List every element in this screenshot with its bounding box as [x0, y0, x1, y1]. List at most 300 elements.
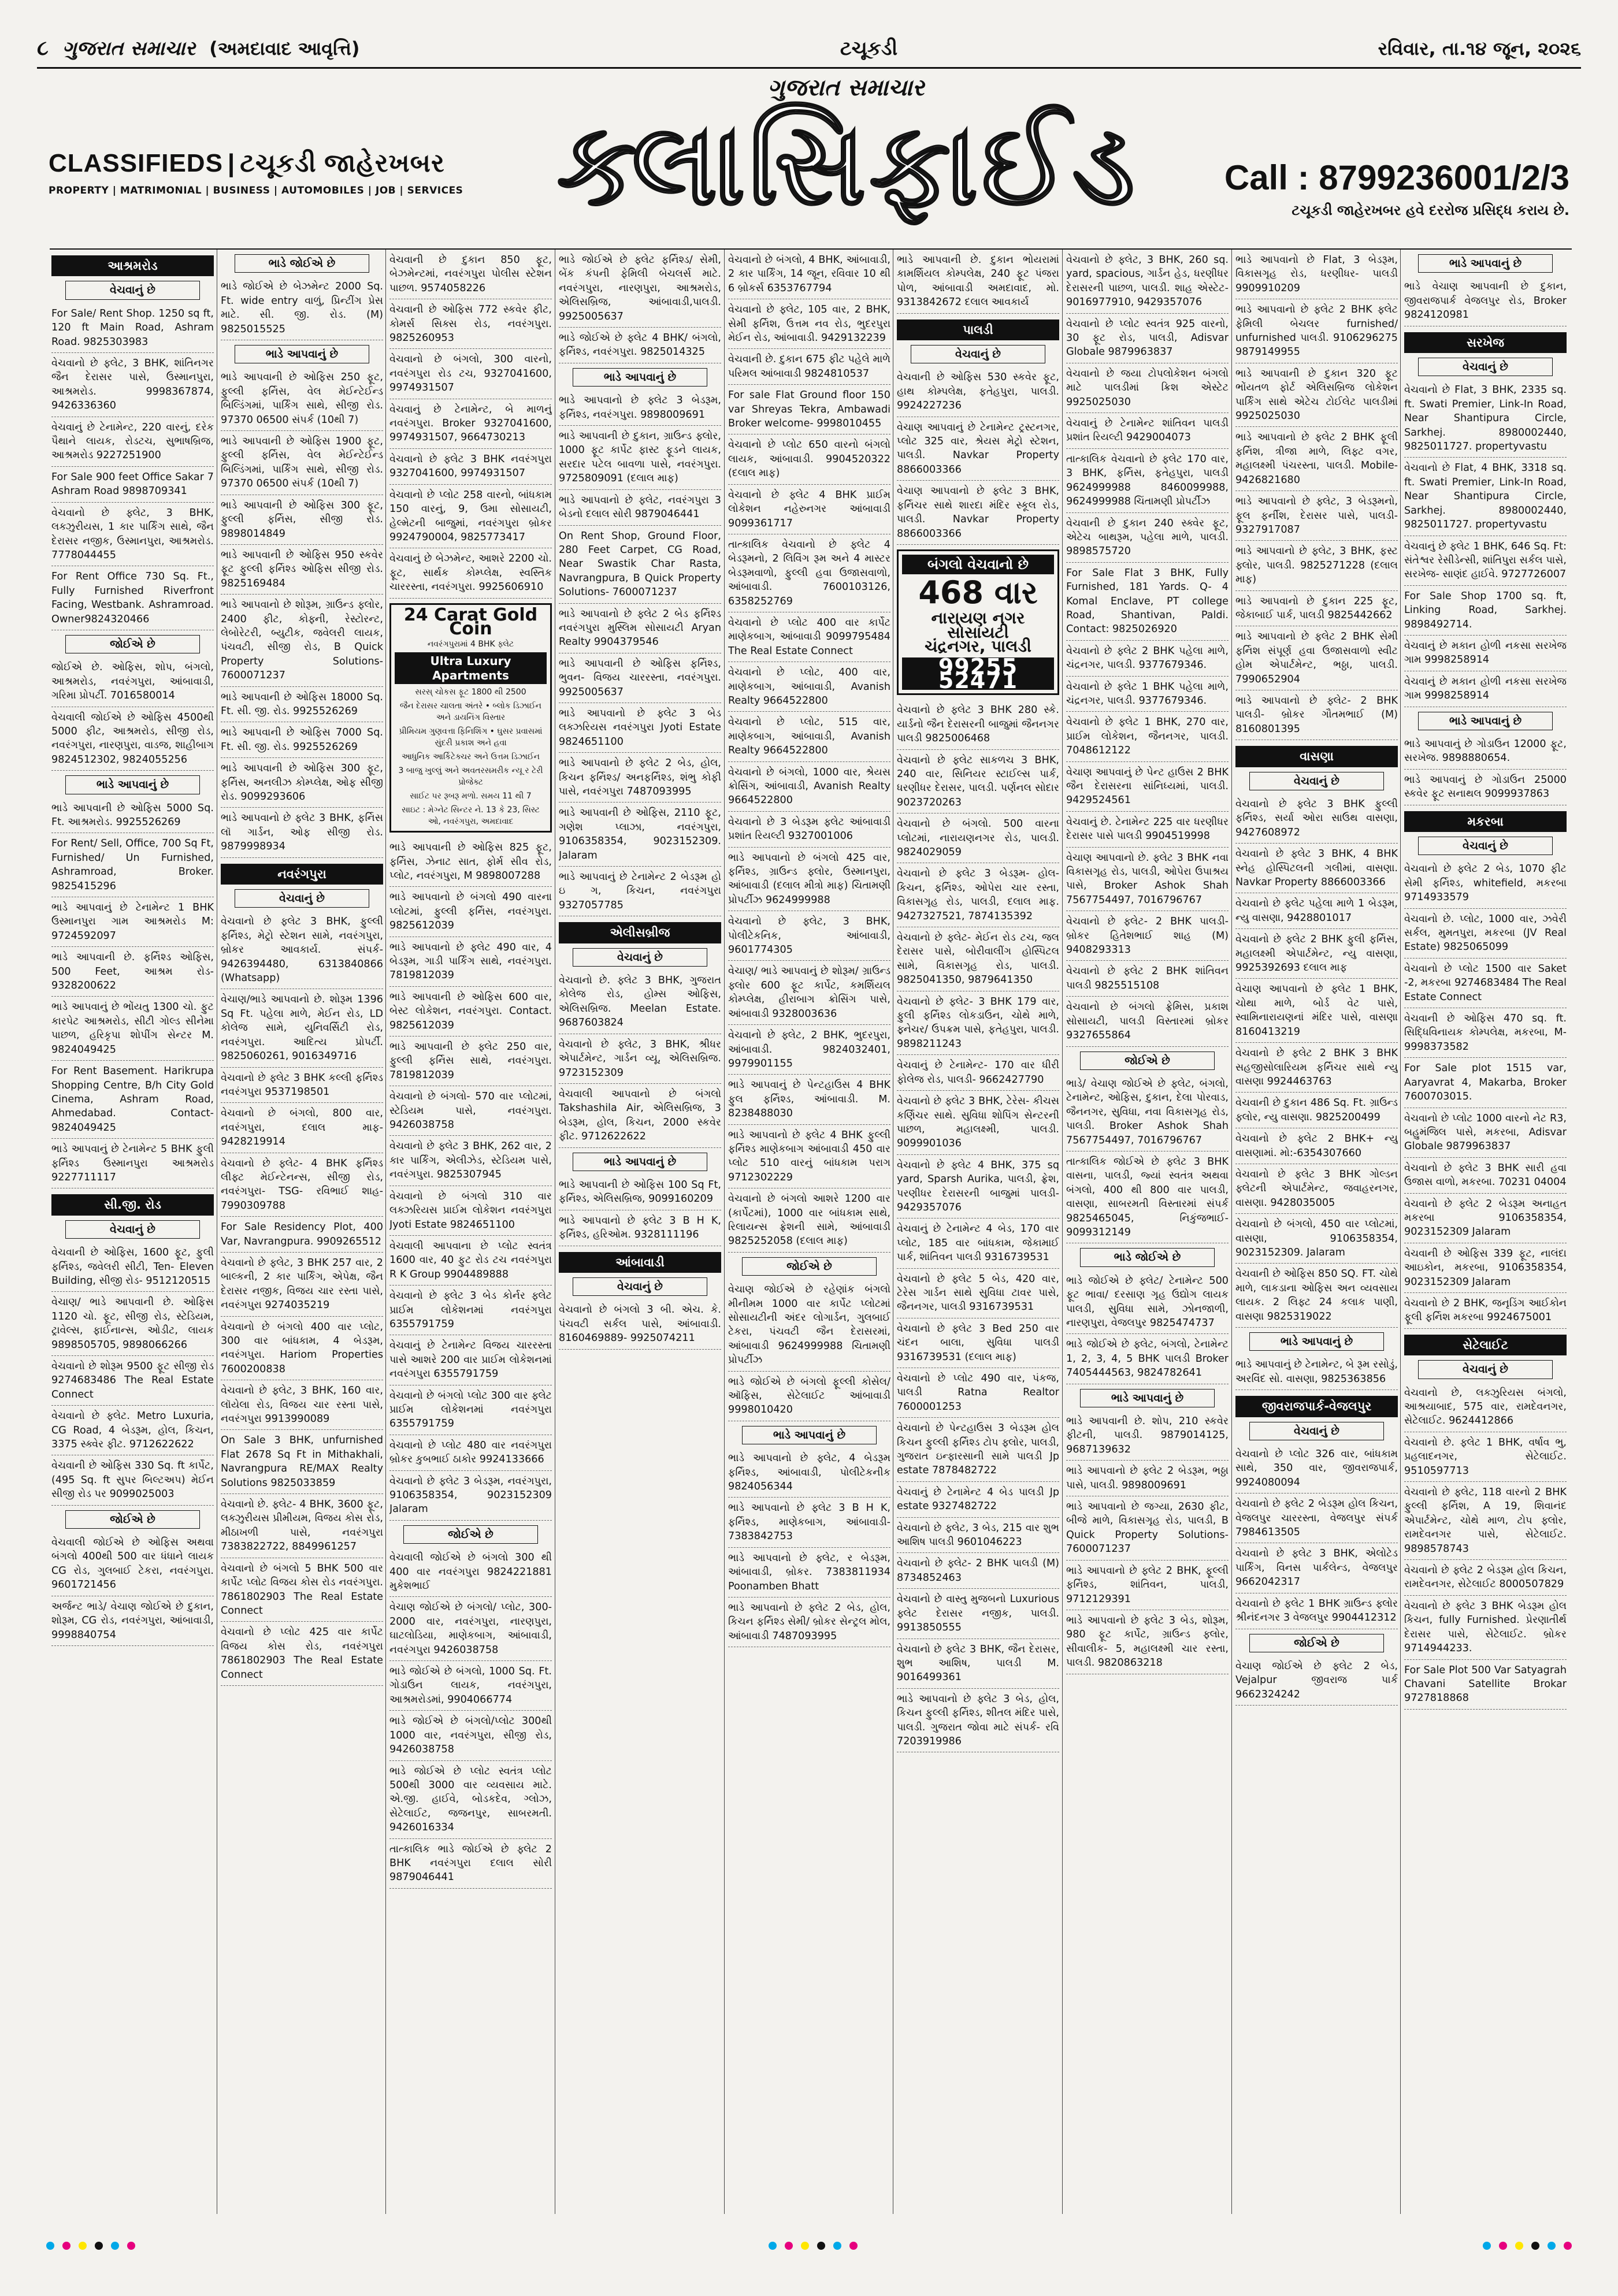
- classified-ad: વેચવાનો છે બંગલો 310 વાર લક્ઝરિયસ પ્રાઈમ લોકેશન નવરંગપુરા Jyoti Estate 9824651100: [389, 1186, 552, 1236]
- classified-ad: વેચવાનો છે ફ્લેટ 4 BHK, 375 sq yard, Sparsh Aurika, પાલડી, ફ્રેશ, પરણીધર દેરાસરની બાજુમાં પાલડી- 9429357076: [897, 1155, 1059, 1219]
- classified-ad: વેચવાનો છે બંગલો 3 બી. એચ. કે. પંચવટી સર્કલ પાસે, આંબાવાડી. 8160469889- 9925074211: [559, 1299, 721, 1349]
- column: [1066, 250, 1229, 2214]
- classified-ad: વેચવાનો છે પ્લોટ 490 વાર, પંકજ, પાલડી Ratna Realtor 7600001253: [897, 1368, 1059, 1418]
- category-subheading: ભાડે આપવાનું છે: [742, 1426, 877, 1444]
- paper-name: ગુજરાત સમાચાર: [62, 37, 196, 60]
- classified-ad: વેચવાનો છે ફ્લેટ 3 BHK 280 સ્કે. યાર્ડનો જૈન દેરાસરની બાજુમાં જૈનનગર પાલડી 9825006468: [897, 700, 1059, 749]
- classified-ad: વેચાણ/ ભાડે આપવાનું છે શોરૂમ/ ગ્રાઉન્ડ ફ્લોર 600 ફૂટ કાર્પેટ, કમર્શિયલ કોમ્પ્લેક્ષ, હીરાબાગ ક્રોસિંગ પાસે, આંબાવાડી 9328003636: [728, 961, 890, 1025]
- classified-ad: વેચાણ/ ભાડે આપવાની છે. ઓફિસ 1120 ચો. ફૂટ, સીજી રોડ, સ્ટેડિયમ, ટ્રાવેલ્સ, ફાઈનાન્સ, ઓડીટ, લાયક 9898505705, 9898066266: [51, 1292, 214, 1356]
- classified-ad: વેચવાનો છે ફ્લેટ 3 બેડરૂમ- હોલ- કિચન, ફર્નિશ્ડ, ઓપેરા ચાર રસ્તા, વિકાસગૃહ રોડ, પાલડી, દલાલ માફ. 9427327521, 7874135392: [897, 863, 1059, 927]
- classified-ad: વેચવાનો છે પ્લોટ 480 વાર નવરંગપુરા બ્રોકર કુબભાઈ ઠાકોર 9924133666: [389, 1435, 552, 1471]
- column-rule: [1400, 250, 1401, 2214]
- classified-ad: વેચવાની છે ઓફિસ 330 Sq. ft કાર્પેટ, (495 Sq. ft સુપર બિલ્ટઅપ) મેઈન સીજી રોડ પર 9099025003: [51, 1455, 214, 1505]
- classified-ad: ભાડે આપવાની છે ઓફિસ 100 Sq Ft, ફર્નિશ્ડ, એલિસબ્રિજ, 9099160209: [559, 1175, 721, 1210]
- masthead-logo: [557, 74, 1138, 242]
- classified-ad: વેચવાનો છે ફ્લેટ 2 બેડરૂમ અનાહત મકરબા 9106358354, 9023152309 Jalaram: [1404, 1194, 1567, 1243]
- classified-ad: વેચવાનું છે મકાન હોળી નકસા સરખેજ ગામ 9998258914: [1404, 636, 1567, 671]
- classified-ad: ભાડે જોઈએ છે બંગલો/પ્લોટ 300થી 1000 વાર, નવરંગપુરા, સીજી રોડ, 9426038758: [389, 1711, 552, 1760]
- classified-ad: ભાડે આપવાનો છે ફ્લેટ 3 BHK, ફર્નિસ લૉ ગાર્ડન, ઓફ સીજી રોડ. 9879998934: [221, 808, 383, 857]
- category-list: PROPERTY | MATRIMONIAL | BUSINESS | AUTOMOBILES | JOB | SERVICES: [49, 185, 463, 196]
- classified-ad: વેચવાનો છે ફ્લેટ 3 BHK ગોલ્ડન ફ્લેટની એપાર્ટમેન્ટ, જવાહરનગર, વાસણા. 9428035005: [1235, 1164, 1398, 1214]
- classified-ad: ભાડે આપવાનો છે બંગલો 425 વાર, ફર્નિશ્ડ, ગ્રાઉન્ડ ફ્લોર, ઉસ્માનપુરા, આંબાવાડી (દલાલ મીત્રો માફ) ચિતામણી પ્રોપર્ટીઝ 9624999988: [728, 848, 890, 912]
- classified-ad: ભાડે આપવાનો છે ફ્લેટ 2 BHK ફ્લેટ ફેમિલી બેચલર furnished/ unfurnished પાલડી. 9106296275 9879149955: [1235, 299, 1398, 363]
- classified-ad: ભાડે આપવાનું છે પેન્ટહાઉસ 4 BHK ફુલ ફર્નિશ્ડ, આંબાવાડી. M. 8238488030: [728, 1075, 890, 1124]
- registration-dot: [111, 2242, 119, 2250]
- classified-ad: વેચવાલી જોઈએ છે ઓફિસ 4500થી 5000 ફીટ, આશ્રમરોડ, સીજી રોડ, નવરંગપુરા, નારણપુરા, વાડજ, શાહીબાગ 9824512302, 9824055256: [51, 707, 214, 771]
- classified-ad: વેચવાનો છે ફ્લેટ. Metro Luxuria, CG Road, 4 બેડરૂમ, હોલ, કિચન, 3375 સ્ક્વેર ફીટ. 9712622622: [51, 1406, 214, 1455]
- classified-ad: વેચવાની છે ઓફિસ, 1600 ફૂટ, ફુલી ફર્નિશ્ડ, જવેલરી સીટી, Ten- Eleven Building, સીજી રોડ- 9512120515: [51, 1242, 214, 1292]
- classified-ad: વેચવાનો છે ફ્લેટ, 3 BHK, શ્રીધર એપાર્ટમેન્ટ, ગાર્ડન વ્યૂ, એલિસબ્રિજ. 9723152309: [559, 1034, 721, 1084]
- category-subheading: વેચવાનું છે: [1249, 772, 1384, 790]
- registration-dot: [1548, 2242, 1556, 2250]
- classified-ad: For Sale Shop 1700 sq. ft, Linking Road, Sarkhej. 9898492714.: [1404, 586, 1567, 636]
- display-ad-subline: Ultra Luxury Apartments: [395, 652, 547, 684]
- column-rule: [724, 250, 725, 2214]
- classified-ad: ભાડે આપવાની છે ઓફિસ ફર્નિશ્ડ, ભુવન- વિજય ચારરસ્તા, નવરંગપુરા. 9925005637: [559, 653, 721, 703]
- classified-ad: વેચાણ/ભાડે આપવાનો છે. શોરૂમ 1396 Sq Ft. પહેલા માળે, મેઈન રોડ, LD કોલેજ સામે, યુનિવર્સિટી રોડ, નવરંગપુરા. આદિત્ય પ્રોપર્ટી. 9825060261, 9016349716: [221, 989, 383, 1067]
- classified-ad: ભાડે જોઈએ છે ફ્લેટ/ ટેનામેન્ટ 500 ફૂટ ભાવા/ દરસાણ ગૃહ ઉદ્યોગ લાયક પાલડી, સુવિધા સામે, ઝોનજાળી, નારણપુરા, વેજલપુર 9825474737: [1066, 1270, 1229, 1335]
- classified-ad: વેચવાનો છે ફ્લેટ પહેલા માળે 1 બેડરૂમ, ન્યુ વાસણા, 9428801017: [1235, 893, 1398, 929]
- column: [728, 250, 890, 2214]
- classified-ad: વેચવાનું છે બેઝમેન્ટ, આશરે 2200 ચો. ફૂટ, સાર્થક કોમ્પ્લેક્ષ, સ્વસ્તિક ચારરસ્તા, નવરંગપુરા. 9925606910: [389, 548, 552, 598]
- classified-ad: વેચવાનો છે ફ્લેટ, 2 BHK, ભુદરપુરા, આંબાવાડી. 9824032401, 9979901155: [728, 1025, 890, 1075]
- classified-ad: વેચવાનું છે ટેનામેન્ટ 4 બેડ, 170 વાર પ્લોટ, 185 વાર બાંધકામ, જેકામાઈ પાર્ક, શાંતિવન પાલડી 9316739531: [897, 1218, 1059, 1268]
- classified-ad: વેચવાનો છે Flat, 3 BHK, 2335 sq. ft. Swati Premier, Link-In Road, Near Shantipura Circle, Sarkhej. 8980002440, 9825011727. propertyvastu: [1404, 380, 1567, 458]
- classified-ad: ભાડે આપવાનો છે ફ્લેટ 3 બેડરૂમ, ફર્નિશ્ડ, નવરંગપુરા. 9898009691: [559, 390, 721, 426]
- classified-ad: વેચવાલી જોઈએ છે બંગલો 300 થી 400 વાર નવરંગપુરા 9824221881 મુકેશભાઈ: [389, 1547, 552, 1597]
- classified-ad: વેચવાની છે દુકાન 240 સ્ક્વેર ફૂટ, એટેચ બાથરૂમ, પહેલા માળે, પાલડી. 9898575720: [1066, 513, 1229, 563]
- date-label: રવિવાર, તા.૧૪ જૂન, ૨૦૨૬: [1378, 37, 1581, 60]
- classifieds-title: CLASSIFIEDS: [49, 149, 223, 177]
- classified-ad: વેચવાનો છે. ફ્લેટ 1 BHK, વર્ષાવ ભુ, પ્રહલાદનગર, સેટેલાઈટ. 9510597713: [1404, 1432, 1567, 1482]
- classified-ad: વેચવાનો છે ફ્લેટ, 3 BHK, શાંતિનગર જૈન દેરાસર પાસે, ઉસ્માનપુરા, આશ્રમરોડ. 9998367874, 9426336360: [51, 353, 214, 417]
- column: [389, 250, 552, 2214]
- classified-ad: વેચવાનો છે ફ્લેટ 1 BHK, 270 વાર, પ્રાઈમ લોકેશન, જૈનનગર, પાલડી. 7048612122: [1066, 712, 1229, 761]
- classified-ad: ભાડે આપવાનો છે ફ્લેટ 490 વાર, 4 બેડરૂમ, ગાડી પાર્કિંગ સાથે, નવરંગપુરા. 7819812039: [389, 937, 552, 987]
- classified-ad: વેચવાનો છે ફ્લેટ 2 બેડરૂમ હોલ કિચન, વેજલપુર ચારરસ્તા, વેજલપુર સંપર્ક 7984613505: [1235, 1493, 1398, 1543]
- classified-ad: વેચવાનો છે પેન્ટહાઉસ 3 બેડરૂમ હોલ કિચન ફુલ્લી ફર્નિશ્ડ ટોપ ફ્લોર, પાલડી, ગુજરાત ઇન્ફારસાની સામે પાલડી Jp estate 7878482722: [897, 1418, 1059, 1482]
- display-ad-price: 468 વાર: [918, 574, 1038, 611]
- column: [559, 250, 721, 2214]
- classified-ad: વેચવાનો છે ફ્લેટ, 3 બેડ, 215 વાર શુભ આશિષ પાલડી 9601046223: [897, 1518, 1059, 1554]
- classified-ad: વેચવાની છે ઓફિસ 470 sq. ft. સિદ્ધિવિનાયક કોમ્પલેક્ષ, મકરબા, M- 9998373582: [1404, 1008, 1567, 1058]
- edition-label: (અમદાવાદ આવૃત્તિ): [209, 37, 360, 60]
- locality-heading: આંબાવાડી: [559, 1252, 721, 1273]
- classified-ad: વેચાણ આપવાનું છે ટેનામેન્ટ ટ્રસ્ટનગર, પ્લોટ 325 વાર, શ્રેયસ મેટ્રો સ્ટેશન, પાલડી. Navkar Property 8866003366: [897, 417, 1059, 481]
- masthead: [37, 74, 1581, 242]
- classified-ad: તાત્કાલિક ભાડે જોઈએ છે ફ્લેટ 2 BHK નવરંગપુરા દલાલ સોરી 9879046441: [389, 1839, 552, 1889]
- locality-heading: સી.જી. રોડ: [51, 1194, 214, 1215]
- classified-ad: વેચવાનું છે ટેનામેન્ટ શાંતિવન પાલડી પ્રશાંત રિયલ્ટી 9429004073: [1066, 413, 1229, 449]
- registration-dot: [1531, 2242, 1539, 2250]
- classified-ad: વેચવાનો છે બંગલો આશરે 1200 વાર (કાર્પેટમાં), 1000 વાર બાંધકામ સાથે, રિલાયન્સ ફ્રેશની સામે, આંબાવાડી 9825252058 (દલાલ માફ): [728, 1188, 890, 1253]
- classified-ad: વેચવાનો છે ફ્લેટ, 3 BHK, લક્ઝુરીયસ, 1 કાર પાર્કિંગ સાથે, જૈન દેરાસર નજીક, ઉસ્માનપુરા, આશ્રમરોડ. 7778044455: [51, 503, 214, 567]
- classified-ad: વેચવાનો છે, લક્ઝુરિયસ બંગલો, આશ્રયાબાદ, 575 વાર, રામદેવનગર, સેટેલાઈટ. 9624412866: [1404, 1383, 1567, 1432]
- registration-dot: [46, 2242, 54, 2250]
- classified-ad: ભાડે આપવાનો છે ફ્લેટ 2 બેડ, હોલ, કિચન ફર્નિશ્ડ/ અનફર્નિશ્ડ, શંભુ કોફી પાસે, નવરંગપુરા 7487093995: [559, 753, 721, 803]
- classified-ad: For Sale Residency Plot, 400 Var, Navrangpura. 9909265512: [221, 1217, 383, 1253]
- classified-ad: ભાડે આપવાનો છે જગ્યા, 2630 ફીટ, બીજે માળે, વિકાસગૃહ રોડ, પાલડી, B Quick Property Solutions- 7600071237: [1066, 1496, 1229, 1561]
- classified-ad: વેચવાલી આપવાના છે પ્લોટ સ્વતંત્ર 1600 વાર, 40 ફુટ રોડ ટચ નવરંગપુરા R K Group 9904489888: [389, 1236, 552, 1286]
- classified-ad: વેચવાલી આપવાનો છે બંગલો Takshashila Air, એલિસબ્રિજ, 3 બેડરૂમ, હોલ, કિચન, 2000 સ્કવેર ફીટ. 9712622622: [559, 1084, 721, 1148]
- display-ad-headline-side: નવરંગપુરામાં 4 BHK ફ્લેટ: [427, 640, 514, 649]
- locality-heading: આશ્રમરોડ: [51, 255, 214, 276]
- paper-small-logo: ગુજરાત સમાચાર: [767, 74, 925, 101]
- category-subheading: વેચવાનું છે: [1418, 837, 1553, 855]
- classified-ad: ભાડે આપવાનો છે ફ્લેટ, નવરંગપુરા 3 બેડનો દલાલ સોરી 9879046441: [559, 490, 721, 526]
- classified-ad: ભાડે આપવાની છે ફ્લેટ 250 વાર, ફુલ્લી ફર્નિસ સાથે, નવરંગપુરા. 7819812039: [389, 1036, 552, 1086]
- classified-ad: વેચવાનો છે ફ્લેટ- મેઈન રોડ ટચ, જલ દેરાસર પાસે, બોરીવાલીંગ હોસ્પિટલ સામે, વિકાસગૃહ રોડ, પાલડી. 9825041350, 9879641350: [897, 927, 1059, 991]
- category-subheading: વેચવાનું છે: [911, 345, 1045, 363]
- display-ad-text: 3 બાજુ ખુલ્લું અને અવતરસમરીક ન્યૂ ર ટેરી પ્રોજેક્ટ: [398, 766, 543, 787]
- category-subheading: જોઈએ છે: [1080, 1052, 1215, 1070]
- category-subheading: ભાડે આપવાનું છે: [235, 345, 369, 363]
- classified-ad: વેચવાનો છે પ્લોટ 425 વાર કાર્પેટ વિજય કોસ રોડ, નવરંગપુરા 7861802903 The Real Estate Connect: [221, 1622, 383, 1686]
- classified-ad: ભાડે આપવાનો છે ફ્લેટ 3 બેડ, હોલ, કિચન ફુલ્લી ફર્નિશ્ડ, શીતલ મંદિર પાસે, પાલડી. ગુજરાત જોવા માટે સંપર્ક- રવિ 7203919986: [897, 1689, 1059, 1753]
- classified-ad: ભાડે આપવાની છે ઓફિસ 600 વાર, બેસ્ટ લોકેશન, નવરંગપુરા. Contact. 9825612039: [389, 987, 552, 1036]
- classified-ad: વેચવાનો છે ફ્લેટ 1 BHK ગ્રાઉન્ડ ફ્લોર શ્રીનંદનગર 3 વેજલપુર 9904412312: [1235, 1593, 1398, 1629]
- classified-ad: For Sale Flat 3 BHK, Fully Furnished, 181 Yards. Q- 4 Komal Enclave, PT college Road, Shantivan, Paldi. Contact: 9825026920: [1066, 563, 1229, 641]
- classified-ad: ભાડે આપવાનો છે ફ્લેટ 2 BHK સેમી ફર્નિશ સંપૂર્ણ હવા ઉજાસવાળો સ્વીટ હોમ એપાર્ટમેન્ટ, ભઠ્ઠા, પાલડી. 7990652904: [1235, 626, 1398, 690]
- classified-ad: તાત્કાલિક વેચવાનો છે ફ્લેટ 4 બેડરૂમનો, 2 લિવિંગ રૂમ અને 4 માસ્ટર બેડરૂમવાળો, ફુલ્લી હવા ઉજાસવાળો, આંબાવાડી. 7600103126, 6358252769: [728, 534, 890, 612]
- classified-ad: વેચવાની છે ઓફિસ 530 સ્કવેર ફૂટ, હાથ કોમ્પલેક્ષ, ફતેહપુરા, પાલડી. 9924227236: [897, 367, 1059, 417]
- classified-ad: વેચવાનો છે ફ્લેટ 1 BHK પહેલા માળે, ચંદ્રનગર, પાલડી. 9377679346.: [1066, 677, 1229, 712]
- classified-ad: વેચવાનો છે બંગલો પ્લોટ 300 વાર ફ્લેટ પ્રાઈમ લોકેશનમાં નવરંગપુરા 6355791759: [389, 1385, 552, 1435]
- call-note: ટચૂકડી જાહેરખબર હવે દરરોજ પ્રસિદ્ધ કરાય છે.: [1292, 202, 1569, 218]
- classified-ad: વેચવાની છે ઓફિસ 850 SQ. FT. ચોથે માળે, લાકડાના ઓફિસ અન વ્યવસાય લાયક. 2 લિફ્ટ 24 કલાક પાણી, વાસણા 9825319022: [1235, 1264, 1398, 1328]
- classified-ad: ભાડે આપવાનો છે ફ્લેટ 3 B H K, ફર્નિશ્ડ, હરિઓમ. 9328111196: [559, 1210, 721, 1246]
- classified-ad: વેચાણ આપવાનો છે. ફ્લેટ 3 BHK નવા વિકાસગૃહ રોડ, પાલડી, ઓપેરા ઉપાશ્રય પાસે, Broker Ashok Shah 7567754497, 7016796767: [1066, 848, 1229, 912]
- classified-ad: વેચવાનો છે વાસ્તુ મુજબનો Luxurious ફ્લેટ દેરાસર નજીક, પાલડી. 9913850555: [897, 1589, 1059, 1639]
- registration-dot: [817, 2242, 825, 2250]
- classified-ad: વેચવાનો છે ફ્લેટ 4 BHK પ્રાઈમ લોકેશન નહેરુનગર આંબાવાડી 9099361717: [728, 485, 890, 534]
- category-subheading: જોઈએ છે: [65, 635, 200, 653]
- classified-ad: For Rent/ Sell, Office, 700 Sq Ft, Furnished/ Un Furnished, Ashramroad, Broker. 9825415296: [51, 833, 214, 897]
- registration-dot: [127, 2242, 135, 2250]
- classified-ad: વેચવાનું છે ટેનામેન્ટ, 220 વારનું, દરેક પૈથાને લાયક, રોડટચ, સુભાષબ્રિજ, આશ્રમરોડ 9227251900: [51, 417, 214, 467]
- classified-ad: તાત્કાલિક વેચવાનો છે ફ્લેટ 170 વાર, 3 BHK, ફર્નિસ, ફતેહપુરા, પાલડી 9624999988 8460099988, 9624999988 ચિંતામણી પ્રોપર્ટીઝ: [1066, 449, 1229, 513]
- classified-ad: વેચવાનો છે ફ્લેટ, 3 BHK, 160 વાર, લૉયેલા રોડ, વિજય ચાર રસ્તા પાસે, નવરંગપુરા 9913990089: [221, 1380, 383, 1430]
- display-ad-headline: 24 Carat Gold Coin: [403, 604, 538, 639]
- classified-ad: વેચવાનો છે પ્લોટ, 400 વાર, માણેકબાગ, આંબાવાડી, Avanish Realty 9664522800: [728, 662, 890, 712]
- classified-ad: On Sale 3 BHK, unfurnished Flat 2678 Sq Ft in Mithakhali, Navrangpura RE/MAX Realty Solutions 9825033859: [221, 1430, 383, 1494]
- classified-ad: ભાડે આપવાની છે ઓફિસ 1900 ફૂટ, ફુલ્લી ફર્નિસ, વેલ મેઈન્ટેઈન્ડ બિલ્ડિંગમાં, પાર્કિંગ સાથે, સીજી રોડ. 97370 06500 સંપર્ક (10થી 7): [221, 431, 383, 495]
- classified-ad: વેચવાનો છે બંગલો. 500 વારના પ્લોટમાં, નારાયણનગર રોડ, પાલડી. 9824029059: [897, 813, 1059, 863]
- category-subheading: વેચવાનું છે: [235, 889, 369, 908]
- classified-ad: વેચવાનો છે ફ્લેટ 3 Bed 250 વાર ચંદન બાલા, સુવિધા પાલડી 9316739531 (દલાલ માફ): [897, 1318, 1059, 1368]
- classified-ad: For Rent Basement. Harikrupa Shopping Centre, B/h City Gold Cinema, Ashram Road, Ahmedabad. Contact-9824049425: [51, 1061, 214, 1139]
- classified-ad: For Rent Office 730 Sq. Ft., Fully Furnished Riverfront Facing, Westbank. Ashramroad. Owner9824320466: [51, 566, 214, 630]
- classified-ad: ભાડે આપવાનો છે ફ્લેટ, 4 બેડરૂમ ફર્નિશ્ડ, આંબાવાડી, પોલીટેકનીક 9824056344: [728, 1448, 890, 1498]
- classified-ad: ભાડે આપવાનો છે ફ્લેટ 3 B H K, ફર્નિશ્ડ, માણેકબાગ, આંબાવાડી- 7383842753: [728, 1498, 890, 1547]
- classified-ad: ભાડે જોઈએ છે ફ્લેટ ફર્નિશ્ડ/ સેમી, બેંક કંપની ફેમિલી બેચલર્સ માટે. નવરંગપુરા, નારણપુરા, આશ્રમરોડ, એલિસબ્રિજ, આંબાવાડી,પાલડી. 9925005637: [559, 250, 721, 328]
- classified-ad: For sale Flat Ground floor 150 var Shreyas Tekra, Ambawadi Broker welcome- 9998010455: [728, 385, 890, 434]
- classified-ad: વેચાણ આપવાનું છે પેન્ટ હાઉસ 2 BHK જૈન દેરાસરના સાંનિધ્યમાં, પાલડી. 9429524561: [1066, 762, 1229, 812]
- classified-ad: વેચાણ જોઈએ છે બંગલો/ પ્લોટ, 300- 2000 વાર, નવરંગપુરા, નારણપુરા, ઘાટલોડિયા, માણેકબાગ, આંબાવાડી, નવરંગપુરા 9426038758: [389, 1597, 552, 1661]
- call-number: Call : 8799236001/2/3: [1224, 158, 1569, 197]
- classified-ad: ભાડે આપવાનું છે ગોડાઉન 12000 ફૂટ, સરખેજ. 9898880654.: [1404, 734, 1567, 770]
- classified-ad: વેચાણ જોઈએ છે ફ્લેટ 2 બેડ, Vejalpur જીવરાજ પાર્ક 9662324242: [1235, 1656, 1398, 1706]
- classified-ad: ભાડે જોઈએ છે પ્લોટ સ્વતંત્ર પ્લોટ 500થી 3000 વાર વ્યવસાય માટે. એ.જી. હાઈવે, બોડકદેવ, ગ્લોઝ, સેટેલાઈટ, જજનપુર, સાબરમતી. 9426016334: [389, 1761, 552, 1839]
- classified-ad: વેચવાનો છે પ્લોટ 650 વારનો બંગલો લાયક, આંબાવાડી. 9904520322 (દલાલ માફ): [728, 434, 890, 484]
- locality-heading: સરખેજ: [1404, 332, 1567, 353]
- classified-ad: વેચવાનો છે બંગલો, 300 વારનો, નવરંગપુરા રોડ ટચ, 9327041600, 9974931507: [389, 349, 552, 399]
- classified-ad: ભાડે આપવાની છે. ફર્નિશ્ડ ઓફિસ, 500 Feet, આશ્રમ રોડ- 9328200622: [51, 947, 214, 997]
- classified-ad: વેચવાનો છે પ્લોટ 326 વાર, બાંધકામ સાથે, 350 વાર, જીવરાજપાર્ક, 9924080094: [1235, 1444, 1398, 1493]
- classified-ad: વેચવાનો છે ફ્લેટ 3 બેડ કોર્નર ફ્લેટ પ્રાઈમ લોકેશનમાં નવરંગપુરા 6355791759: [389, 1286, 552, 1335]
- classified-ad: વેચવાનો છે બંગલો 400 વાર પ્લોટ, 300 વાર બાંધકામ, 4 બેડરૂમ, નવરંગપુરા. Hariom Properties 7600200838: [221, 1317, 383, 1381]
- classified-ad: ભાડે આપવાનો છે ફ્લેટ 3 બેડ, શોરૂમ, 980 ફૂટ કાર્પેટ, ગ્રાઉન્ડ ફ્લોર, સીવાલીક- 5, મહાલક્ષ્મી ચાર રસ્તા, પાલડી. 9820863218: [1066, 1610, 1229, 1674]
- classified-ad: વેચવાનો છે ફ્લેટ 2 BHK 3 BHK સહજીસોલારિયમ ફર્નિચર સાથે ન્યુ વાસણા 9924463763: [1235, 1043, 1398, 1093]
- category-subheading: વેચવાનું છે: [1249, 1422, 1384, 1440]
- folio-bar: [37, 30, 1581, 69]
- registration-dot: [833, 2242, 841, 2250]
- column-rule: [1062, 250, 1063, 2214]
- classified-ad: ભાડે આપવાનો છે બંગલો 490 વારના પ્લોટમાં, ફુલ્લી ફર્નિસ, નવરંગપુરા. 9825612039: [389, 887, 552, 937]
- column: [897, 250, 1059, 2214]
- classified-ad: વેચવાનો છે પ્લોટ, 515 વાર, માણેકબાગ, આંબાવાડી, Avanish Realty 9664522800: [728, 712, 890, 761]
- classified-ad: ભાડે જોઈએ છે ફ્લેટ 4 BHK/ બંગલો, ફર્નિશ્ડ, નવરંગપુરા. 9825014325: [559, 328, 721, 363]
- classified-ad: વેચવાનું છે ટેનામેન્ટ 4 બેડ પાલડી Jp estate 9327482722: [897, 1482, 1059, 1518]
- classified-ad: ભાડે જોઈએ છે ફ્લેટ, બંગલો, ટેનામેન્ટ 1, 2, 3, 4, 5 BHK પાલડી Broker 7405444563, 9824782641: [1066, 1334, 1229, 1384]
- classified-ad: ભાડે આપવાનું છે ગોડાઉન 25000 સ્કવેર ફૂટ સનાથલ 9099937863: [1404, 770, 1567, 805]
- classified-ad: વેચવાનો છે ફ્લેટ 2 BHK+ ન્યુ વાસણામાં. મો:-6354307660: [1235, 1128, 1398, 1164]
- classified-ad: વેચવાનો છે બંગલો, 1000 વાર, શ્રેયસ ક્રોસિંગ, આંબાવાડી, Avanish Realty 9664522800: [728, 762, 890, 812]
- classified-ad: ભાડે વેચાણ આપવાની છે દુકાન, જીવરાજપાર્ક વેજલપુર રોડ, Broker 9824120981: [1404, 276, 1567, 326]
- column: [1404, 250, 1567, 2214]
- classified-ad: વેચવાનો છે બંગલો 5 BHK 500 વાર કાર્પેટ પ્લોટ વિજય કોસ રોડ નવરંગપુરા. 7861802903 The Real Estate Connect: [221, 1558, 383, 1622]
- classified-ad: વેચવાનો છે બંગલો, 450 વાર પ્લોટમાં, વાસણા, 9106358354, 9023152309. Jalaram: [1235, 1214, 1398, 1264]
- classified-ad: વેચાણ આપવાનો છે ફ્લેટ 3 BHK, ફર્નિચર સાથે શારદા મંદિર સ્કૂલ રોડ, પાલડી. Navkar Property 8866003366: [897, 481, 1059, 545]
- category-subheading: ભાડે આપવાનું છે: [573, 1153, 707, 1171]
- display-ad-text: જૈન દેરાસર ચાલતા અંતરે • બ્લોક ડિઝાઈન અને ડાયનિંગ વિસ્તાર: [400, 701, 541, 723]
- category-subheading: વેચવાનું છે: [573, 948, 707, 967]
- classified-ad: ભાડે આપવાનો છે ફ્લેટ 3 બેડ લક્ઝરિયસ નવરંગપુરા Jyoti Estate 9824651100: [559, 703, 721, 753]
- classified-ad: ભાડે આપવાની છે ઓફિસ 950 સ્કવેર ફૂટ ફુલ્લી ફર્નિશ્ડ ઓફિસ સીજી રોડ. 9825169484: [221, 545, 383, 595]
- classified-ad: ભાડે આપવાનું છે ટેનામેન્ટ 1 BHK ઉસ્માનપુરા ગામ આશ્રમરોડ M: 9724592097: [51, 897, 214, 947]
- display-ad-phone: 99255 52471: [902, 657, 1054, 690]
- registration-dot: [1483, 2242, 1491, 2250]
- display-ad-text: સાઇટ : મેગ્નેટ સિન્ટર ને. 13 કે 23, સિસ્ટ ઓ, નવરંગપુરા, અમદાવાદ: [402, 805, 540, 827]
- classified-ad: વેચવાનું છે મકાન હોળી નકસા સરખેજ ગામ 9998258914: [1404, 671, 1567, 707]
- classified-ad: ભાડે આપવાનો છે Flat, 3 બેડરૂમ, વિકાસગૃહ રોડ, ધરણીધર- પાલડી 9909910209: [1235, 250, 1398, 299]
- classified-ad: વેચવાનું છે ફ્લેટ 1 BHK, 646 Sq. Ft: સંતેશ્વર રેસીડેન્સી, શાંતિપુરા સર્કલ પાસે, સરખેજ- સાણંદ હાઈવે. 9727726007: [1404, 536, 1567, 586]
- locality-heading: જીવરાજપાર્ક-વેજલપુર: [1235, 1396, 1398, 1417]
- classified-ad: અર્જન્ટ ભાડે/ વેચાણ જોઈએ છે દુકાન, શોરૂમ, CG રોડ, નવરંગપુરા, આંબાવાડી, 9998840754: [51, 1596, 214, 1646]
- section-label: ટચૂકડી: [840, 37, 898, 60]
- classified-ad: ભાડે આપવાની છે ઓફિસ 7000 Sq. Ft. સી. જી. રોડ. 9925526269: [221, 722, 383, 758]
- classified-ad: વેચવાનો છે ફ્લેટ 3 BHK કલ્લી ફર્નિશ્ડ નવરંગપુરા 9537198501: [221, 1068, 383, 1104]
- classified-ad: ભાડે આપવાની છે ઓફિસ 18000 Sq. Ft. સી. જી. રોડ. 9925526269: [221, 687, 383, 723]
- classifieds-title-guj: ટચૂકડી જાહેરખબર: [240, 149, 445, 177]
- classified-ad: વેચવાનો છે ફ્લેટ 2 બેડ, 1070 ફીટ સેમી ફર્નિશ્ડ, whitefield, મકરબા 9714933579: [1404, 859, 1567, 908]
- classified-ad: વેચવાનો છે ફ્લેટ- 4 BHK ફર્નિશ્ડ લીફ્ટ મેઈન્ટેનન્સ, સીજી રોડ, નવરંગપુરા- TSG- રવિભાઈ શાહ- 7990309788: [221, 1153, 383, 1217]
- classified-ad: For Sale Plot 500 Var Satyagrah Chavani Satellite Brokar 9727818868: [1404, 1660, 1567, 1710]
- classified-ad: વેચવાનો છે ફ્લેટ, 118 વારનો 2 BHK ફુલ્લી ફર્નિશ, A 19, શિવાનંદ એપાર્ટમેન્ટ, ચોથે માળ, ટોપ ફ્લોર, રામદેવનગર પાસે, સેટેલાઈટ. 9898578743: [1404, 1482, 1567, 1560]
- classified-ad: વેચવાનો છે ફ્લેટ 3 BHK બેડરૂમ હોલ કિચન, fully Furnished. પ્રેરણાતીર્થ દેરાસર પાસે, સેટેલાઈટ. બ્રોકર 9714944233.: [1404, 1596, 1567, 1660]
- classified-ad: On Rent Shop, Ground Floor, 280 Feet Carpet, CG Road, Near Swastik Char Rasta, Navrangpura, B Quick Property Solutions- 7600071237: [559, 526, 721, 604]
- classified-ad: વેચવાનો છે પ્લોટ 258 વારનો, બાંધકામ 150 વારનું, 9, ઉમા સોસાયટી, હેલ્મેટની બાજુમાં, નવરંગપુરા બ્રોકર 9924790004, 9825773417: [389, 485, 552, 549]
- column: [1235, 250, 1398, 2214]
- classified-ad: ભાડે આપવાનો છે ફ્લેટ 4 BHK ફુલ્લી ફર્નિશ્ડ માણેકબાગ આંબાવાડી 450 વાર પ્લોટ 510 વારનું બાંધકામ પરાગ 9712302229: [728, 1125, 890, 1189]
- category-subheading: ભાડે આપવાનું છે: [65, 775, 200, 794]
- classified-ad: ભાડે આપવાની છે ઓફિસ 250 ફૂટ, ફુલ્લી ફર્નિસ, વેલ મેઈન્ટેઈન્ડ બિલ્ડિંગમાં, પાર્કિંગ સાથે, સીજી રોડ. 97370 06500 સંપર્ક (10થી 7): [221, 367, 383, 431]
- category-subheading: ભાડે આપવાનું છે: [1418, 712, 1553, 730]
- category-subheading: ભાડે આપવાનું છે: [1249, 1332, 1384, 1351]
- category-subheading: વેચવાનું છે: [65, 281, 200, 299]
- display-ad-gold-coin: [389, 603, 552, 833]
- category-subheading: ભાડે જોઈએ છે: [235, 254, 369, 273]
- column-rule: [385, 250, 386, 2214]
- registration-dot: [62, 2242, 70, 2250]
- category-subheading: વેચવાનું છે: [573, 1277, 707, 1296]
- classified-ad: For Sale plot 1515 var, Aaryavrat 4, Makarba, Broker 7600703015.: [1404, 1058, 1567, 1108]
- classified-ad: વેચવાનો છે ફ્લેટ 2 BHK પહેલા માળે, ચંદ્રનગર, પાલડી. 9377679346.: [1066, 641, 1229, 677]
- classified-ad: ભાડે આપવાનો છે ફ્લેટ 2 BHK ફૂલી ફર્નિશ, ત્રીજા માળે, લિફ્ટ વગર, મહાલક્ષ્મી પંચરસ્તા, પાલડી. Mobile- 9426821680: [1235, 427, 1398, 491]
- classified-ad: વેચવાની છે દુકાન 850 ફૂટ, બેઝમેન્ટમાં, નવરંગપુરા પોલીસ સ્ટેશન પાછળ. 9574058226: [389, 250, 552, 299]
- classified-ad: ભાડે આપવાનું છે ટેનામેન્ટ, બે રૂમ રસોડું, અરવિંદ સો. વાસણા, 9825363856: [1235, 1354, 1398, 1390]
- display-ad-location: ચંદ્રનગર, પાલડી: [925, 637, 1031, 656]
- classified-ad: વેચવાનો છે શોરૂમ 9500 ફૂટ સીજી રોડ 9274683486 The Real Estate Connect: [51, 1356, 214, 1406]
- classified-ad: જોઈએ છે. ઓફિસ, શોપ, બંગલો, આશ્રમરોડ, નવરંગપુરા, આંબાવાડી, ગરિમા પ્રોપર્ટી. 7016580014: [51, 657, 214, 707]
- classified-columns: [50, 248, 1572, 2214]
- classified-ad: ભાડે આપવાનો છે ફ્લેટ- 2 BHK પાલડી- બ્રોકર ગૌતમભાઈ (M) 8160801395: [1235, 690, 1398, 740]
- classified-ad: ભાડે આપવાનો છે ફ્લેટ 2 બેડરૂમ, ભઠ્ઠા પાસે, પાલડી. 9898009691: [1066, 1461, 1229, 1496]
- display-ad-text: પ્રીમિયમ ગુણવત્તા ફિનિશિંગ • ઘુસર પ્રવાસમાં સુંદરી પ્રકાશ અને હવા: [399, 727, 543, 748]
- registration-marks-center: [769, 2242, 858, 2253]
- display-ad-text: સાઈટ પર રૂબરૂ મળો. સમય 11 થી 7: [410, 792, 532, 801]
- locality-heading: પાલડી: [897, 319, 1059, 340]
- classified-ad: વેચવાની છે ઓફિસ 339 ફૂટ, નાલંદા આઇકોન, મકરબા, 9106358354, 9023152309 Jalaram: [1404, 1243, 1567, 1293]
- category-subheading: ભાડે આપવાનું છે: [1080, 1389, 1215, 1407]
- classified-ad: વેચાણ આપવાનો છે ફ્લેટ 1 BHK, ચોથા માળે, બોર્ડ વેટ પાસે, સ્વામિનારાયણનાં મંદિર પાસે, વાસણા 8160413219: [1235, 979, 1398, 1043]
- classified-ad: ભાડે આપવાનો છે ફ્લેટ, ર બેડરૂમ, આંબાવાડી, બ્રોકર. 7383811934 Poonamben Bhatt: [728, 1548, 890, 1597]
- classified-ad: વેચવાલી જોઈએ છે ઓફિસ અથવા બંગલો 400થી 500 વાર ધંધાને લાયક CG રોડ, ગુલબાઈ ટેકરા, નવરંગપુરા. 9601721456: [51, 1532, 214, 1596]
- classified-ad: ભાડે આપવાની છે. દુકાન ભોયરામાં કામર્શિયલ કોમ્પલેક્ષ, 240 ફૂટ પંજરા પોળ, આંબાવાડી અમદાવાદ, મો. 9313842672 દલાલ આવકાર્ય: [897, 250, 1059, 314]
- classified-ad: વેચવાનો છે. ફ્લેટ 3 BHK, ગુજરાત કોલેજ રોડ, હોમ્સ ઓફિસ, એલિસબ્રિજ. Meelan Estate. 9687603824: [559, 970, 721, 1034]
- classified-ad: વેચવાનો છે ફ્લેટ 5 બેડ, 420 વાર, ટેરેસ ગાર્ડન સાથે સુવિધા ટાવર પાસે, જૈનનગર, પાલડી 9316739531: [897, 1269, 1059, 1318]
- display-ad-subline-side: સરસ્ ચોકસ ફૂટ 1800 થી 2500: [415, 688, 526, 697]
- classified-ad: વેચવાનો છે Flat, 4 BHK, 3318 sq. ft. Swati Premier, Link-In Road, Near Shantipura Circle, Sarkhej. 8980002440, 9825011727. propertyvastu: [1404, 458, 1567, 536]
- category-subheading: ભાડે આપવાનું છે: [573, 368, 707, 387]
- classified-ad: ભાડે આપવાની છે ઓફિસ 300 ફૂટ, ફર્નિસ, અનલીઝ કોમ્પ્લેક્ષ, ઓફ સીજી રોડ. 9099293606: [221, 758, 383, 808]
- classified-ad: વેચવાનો છે ફ્લેટ 3 BHK, ફુલ્લી ફર્નિશ્ડ, મેટ્રો સ્ટેશન સામે, નવરંગપુરા, બ્રોકર આવકાર્ય. સંપર્ક- 9426394480, 6313840866 (Whatsapp): [221, 911, 383, 989]
- classified-ad: વેચવાનો છે પ્લોટ સ્વતંત્ર 925 વારનો, 30 ફૂટ રોડ, પાલડી, Adisvar Globale 9879963837: [1066, 314, 1229, 363]
- classified-ad: વેચવાનો છે પ્લોટ 1000 વારનો નેટ R3, બહુમંજિલ પાસે, મકરબા, Adisvar Globale 9879963837: [1404, 1108, 1567, 1158]
- registration-dot: [801, 2242, 809, 2250]
- category-subheading: જોઈએ છે: [65, 1510, 200, 1529]
- registration-dot: [1515, 2242, 1523, 2250]
- classified-ad: વેચવાનો છે જયા ટોપલોકેશન બંગલો માટે પાલડીમાં ક્રિશ એસ્ટેટ 9925025030: [1066, 363, 1229, 413]
- classified-ad: તાત્કાલિક જોઈએ છે ફ્લેટ 3 BHK વાસના, પાલડી, જ્યાં સ્વતંત્ર અથવા બંગલો, 400 થી 800 વાર પાલડી, વાસણા, સાબરમતી વિસ્તારમાં સંપર્ક 9825465045, નિકુંજભાઈ- 9099312149: [1066, 1151, 1229, 1243]
- classified-ad: વેચાણ જોઈએ છે રહેણાંક બંગલો મીનીમમ 1000 વાર કાર્પેટ પ્લોટમાં સોસાયટીની અંદર લોગાર્ડન, ગુલબાઈ ટેકરા, પંચવટી જૈન દેરાસરમાં, આંબાવાડી 9624999988 ચિતામણી પ્રોપર્ટીઝ: [728, 1279, 890, 1371]
- classified-ad: વેચવાનો છે ફ્લેટ 3 BHK, 4 BHK સ્નેહ હોસ્પિટલની ગલીમાં, વાસણા. Navkar Property 8866003366: [1235, 844, 1398, 893]
- locality-heading: વાસણા: [1235, 746, 1398, 767]
- display-ad-bungalow: [897, 549, 1059, 695]
- classified-ad: વેચવાનો છે ફ્લેટ- 2 BHK પાલડી (M) 8734852463: [897, 1553, 1059, 1589]
- classified-ad: વેચવાનો છે ફ્લેટ, 3 BHK 257 વાર, 2 બાલ્કની, 2 કાર પાર્કિંગ, એપેક્ષ, જૈન દેરાસર નજીક, વિજય ચાર રસ્તા પાસે, નવરંગપુરા 9274035219: [221, 1253, 383, 1317]
- classified-ad: For Sale 900 feet Office Sakar 7 Ashram Road 9898709341: [51, 467, 214, 503]
- classified-ad: વેચવાની છે. દુકાન 675 ફીટ પહેલે માળે પરિમલ આંબાવાડી 9824810537: [728, 349, 890, 385]
- classified-ad: વેચવાનો છે બંગલો ફ્રેમિસ, પ્રકાશ સોસાયટી, પાલડી વિસ્તારમાં બ્રોકર 9327655864: [1066, 997, 1229, 1046]
- classified-ad: ભાડે આપવાની છે ઓફિસ 300 ફૂટ, ફુલ્લી ફર્નિસ, સીજી રોડ. 9898014849: [221, 495, 383, 545]
- classified-ad: ભાડે આપવાનું છે ટેનામેન્ટ 5 BHK ફુલી ફર્નિશ્ડ ઉસ્માનપુરા આશ્રમરોડ 9227711117: [51, 1139, 214, 1188]
- column-rule: [1231, 250, 1232, 2214]
- registration-dot: [1499, 2242, 1507, 2250]
- classified-ad: ભાડે આપવાનો છે ફ્લેટ, 3 બેડરૂમનો, ફૂલ ફર્નીશ, દેરાસર પાસે, પાલડી- 9327917087: [1235, 491, 1398, 541]
- classified-ad: ભાડે આપવાનું છે ટેનામેન્ટ 2 બેડરૂમ હો ઇ ગ, કિચન, નવરંગપુરા 9327057785: [559, 867, 721, 916]
- registration-dot: [1564, 2242, 1572, 2250]
- classified-ad: For Sale/ Rent Shop. 1250 sq ft, 120 ft Main Road, Ashram Road. 9825303983: [51, 303, 214, 353]
- page-number: ૮: [37, 36, 49, 60]
- classified-ad: ભાડે જોઈએ છે બેઝમેન્ટ 2000 Sq. Ft. wide entry વાળું, પ્રિન્ટીંગ પ્રેસ માટે. સી. જી. રોડ. (M) 9825015525: [221, 276, 383, 340]
- category-subheading: જોઈએ છે: [742, 1257, 877, 1276]
- category-subheading: જોઈએ છે: [403, 1525, 538, 1544]
- classified-ad: ભાડે આપવાનું છે ભોંયતુ 1300 ચો. ફુટ કારપેટ આશ્રમરોડ, સીટી ગોલ્ડ સીનેમા પાછળ, હરિકૃપા શોપીંગ સેન્ટર M. 9824049425: [51, 997, 214, 1061]
- classified-ad: વેચવાનો છે પ્લોટ 400 વાર કાર્પેટ માણેકબાગ, આંબાવાડી 9099795484 The Real Estate Connect: [728, 612, 890, 662]
- category-subheading: ભાડે આપવાનું છે: [1418, 254, 1553, 273]
- registration-dot: [849, 2242, 858, 2250]
- registration-dot: [769, 2242, 777, 2250]
- locality-heading: નવરંગપુરા: [221, 864, 383, 885]
- classified-ad: ભાડે આપવાનો છે ફ્લેટ 2 બેડ, હોલ, કિચન ફર્નિશ્ડ સેમી/ બ્રોકર સેન્ટ્રલ મોલ, આંબાવાડી 7487093995: [728, 1597, 890, 1647]
- classified-ad: ભાડે આપવાની છે દુકાન, ગ્રાઉન્ડ ફ્લોર, 1000 ફૂટ કાર્પેટ ફાસ્ટ ફૂડને લાયક, સરદાર પટેલ બાવળા પાસે, નવરંગપુરા. 9725809091 (દલાલ માફ): [559, 426, 721, 490]
- classified-ad: વેચવાનો છે ફ્લેટ, 3 BHK, પોલીટેકનિક, આંબાવાડી, 9601774305: [728, 911, 890, 961]
- column: [51, 250, 214, 2214]
- classified-ad: ભાડે જોઈએ છે બંગલો, 1000 Sq. Ft. ગોડાઉન લાયક, નવરંગપુરા, આશ્રમરોડમાં, 9904066774: [389, 1661, 552, 1711]
- locality-heading: સેટેલાઈટ: [1404, 1335, 1567, 1355]
- category-subheading: વેચવાનું છે: [1418, 358, 1553, 376]
- classified-ad: વેચવાનો છે ફ્લેટ 3 BHK ફુલ્લી ફર્નિશ્ડ, સર્યા ઓરા સાઉથ વાસણા, 9427608972: [1235, 794, 1398, 844]
- classified-ad: ભાડે આપવાની છે દુકાન 320 ફૂટ ભોંયતળ ફોર્ટ એલિસબ્રિજ લોકેશન પાર્કિંગ સાથે એટેચ ટોઈલેટ પાલડીમાં 9925025030: [1235, 363, 1398, 428]
- classified-ad: વેચવાનો છે ફ્લેટ 3 BHK, એલોટેડ પાર્કિંગ, વિનસ પાર્કલેન્ડ, વેજલપુર 9662042317: [1235, 1543, 1398, 1593]
- category-subheading: જોઈએ છે: [1249, 1634, 1384, 1652]
- category-subheading: ભાડે જોઈએ છે: [1080, 1248, 1215, 1266]
- registration-dot: [79, 2242, 87, 2250]
- classified-ad: વેચવાનો છે. પ્લોટ, 1000 વાર, ઝવેરી સર્કલ, મુમતપુરા, મકરબા (JV Real Estate) 9825065099: [1404, 909, 1567, 958]
- classified-ad: વેચવાનો છે ફ્લેટ 2 બેડરૂમ હોલ કિચન, રામદેવનગર, સેટેલાઈટ 8000507829: [1404, 1560, 1567, 1596]
- classified-ad: વેચવાનો છે ફ્લેટ 3 BHK સારી હવા ઉજાસ વાળો, મકરબા. 70231 04004: [1404, 1158, 1567, 1194]
- classified-ad: વેચવાનો છે. ફ્લેટ- 4 BHK, 3600 ફૂટ, લક્ઝુરીયસ પ્રીમીયમ, વિજય કોસ રોડ, મીઠાખળી પાસે, નવરંગપુરા 7383822722, 8849961257: [221, 1494, 383, 1558]
- classified-ad: વેચવાનો છે પ્લોટ 1500 વાર Saket -2, મકરબા 9274683484 The Real Estate Connect: [1404, 958, 1567, 1008]
- classified-ad: વેચવાનો છે ફ્લેટ, 3 BHK, 260 sq. yard, spacious, ગાર્ડન હેડ, ધરણીધર દેરાસરની પાછળ, પાલડી. શાહ એસ્ટેટ- 9016977910, 9429357076: [1066, 250, 1229, 314]
- column: [221, 250, 383, 2214]
- classified-ad: વેચવાનો છે ફ્લેટ- 3 BHK 179 વાર, ફુલી ફર્નિશ્ડ લોકડાઉન, ચોથે માળે, ફ્ર્નેચર/ ઉપક્રમ પાસે, ફતેહપુરા, પાલડી. 9898211243: [897, 991, 1059, 1056]
- classified-ad: વેચવાનો છે ફ્લેટ 3 BHK, 262 વાર, 2 કાર પાર્કિંગ, એલીઝેડ, સ્ટેડિયમ પાસે, નવરંગપુરા. 9825307945: [389, 1136, 552, 1186]
- registration-dot: [785, 2242, 793, 2250]
- classifieds-label-block: CLASSIFIEDS | ટચૂકડી જાહેરખબર PROPERTY | MATRIMONIAL | BUSINESS | AUTOMOBILES | JOB | SERVICES: [49, 149, 522, 196]
- classified-ad: વેચવાનો છે બંગલો, 4 BHK, આંબાવાડી, 2 કાર પાર્કિંગ, 14 જૂન, રવિવાર 10 થી 6 બ્રોકર્સ 6353767794: [728, 250, 890, 299]
- registration-dot: [95, 2242, 103, 2250]
- classified-ad: ભાડે આપવાનો છે ફ્લેટ 2 બેડ ફર્નિશ્ડ નવરંગપુરા મુસ્લિમ સોસાયટી Aryan Realty 9904379546: [559, 604, 721, 653]
- classified-ad: વેચવાનું છે. ટેનામેન્ટ 225 વાર ધરણીધર દેરાસર પાસે પાલડી 9904519998: [1066, 812, 1229, 848]
- classified-ad: વેચવાનો છે ફ્લેટ 2 BHK શાંતિવન પાલડી 9825515108: [1066, 961, 1229, 997]
- registration-marks-right: [1483, 2242, 1572, 2253]
- classified-ad: વેચવાની છે દુકાન 486 Sq. Ft. ગ્રાઉન્ડ ફ્લોર, ન્યુ વાસણા. 9825200499: [1235, 1093, 1398, 1128]
- classified-ad: વેચવાનો છે 2 BHK, જનૃડિંગ આઈકોન ફૂલી ફર્નિશ મકરબા 9924675001: [1404, 1293, 1567, 1329]
- locality-heading: એલીસબ્રીજ: [559, 922, 721, 943]
- classified-ad: વેચવાનો છે ફ્લેટ 3 બેડરૂમ, નવરંગપુરા, 9106358354, 9023152309 Jalaram: [389, 1471, 552, 1521]
- classified-ad: વેચવાનો છે 3 બેડરૂમ ફ્લેટ આંબાવાડી પ્રશાંત રિયલ્ટી 9327001006: [728, 812, 890, 848]
- classified-big-title: ક્લાસિફાઈડ: [557, 99, 1138, 231]
- classified-ad: ભાડે આપવાનો છે ફ્લેટ 2 BHK, ફૂલ્લી ફર્નિશ્ડ, શાંતિવન, પાલડી, 9712129391: [1066, 1561, 1229, 1610]
- display-ad-text: આધુનિક આર્કિટેક્ચર અને ઉત્તમ ડિઝાઈન: [402, 752, 540, 762]
- display-ad-header: બંગલો વેચવાનો છે: [902, 555, 1054, 574]
- classified-ad: વેચવાનું છે ટેનામેન્ટ વિજય ચારરસ્તા પાસે આશરે 200 વાર પ્રાઈમ લોકેશનમાં નવરંગપુરા 6355791759: [389, 1335, 552, 1385]
- classified-ad: વેચવાનો છે ફ્લેટ સાકળચ 3 BHK, 240 વાર, સિનિયર સ્ટાઈલ્સ પાર્ક, ધરણીધર દેરાસર, પાલડી. પર્ણનલ સોદાર 9023720263: [897, 750, 1059, 814]
- classified-ad: ભાડે જોઈએ છે બંગલો ફૂલ્લી કોસેલ/ ઑફિસ, સેટેલાઈટ આંબાવાડી 9998010420: [728, 1372, 890, 1421]
- classified-ad: વેચવાનો છે ફ્લેટ 3 BHK, ટેરેસ- કીચસ કર્ણિચર સાથે. સુવિધા શોપિંગ સેન્ટરની પાછળ, મહાલક્ષ્મી, પાલડી. 9099901036: [897, 1091, 1059, 1155]
